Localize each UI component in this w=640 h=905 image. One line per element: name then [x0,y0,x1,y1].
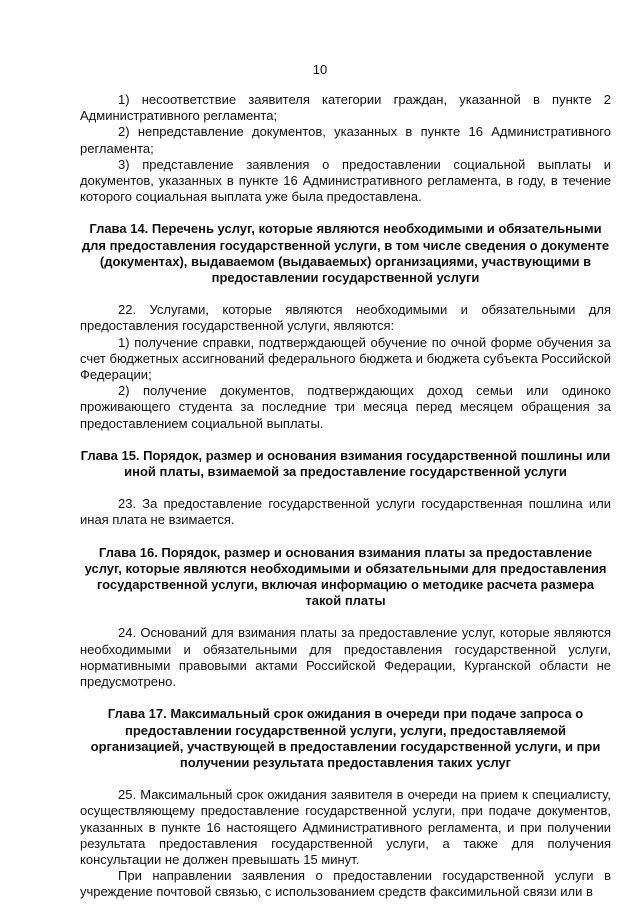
paragraph: 24. Оснований для взимания платы за предоставление услуг, которые являются необходимыми и обязательными для предоставления государственной услуги, нормативными правовыми актами Российской Федерации, Курганской области не предусмотрено. [80,625,611,690]
section-spacer [80,771,611,787]
chapter-heading: Глава 14. Перечень услуг, которые являются необходимыми и обязательными для предоставления государственной услуги, в том числе сведения о документе (документах), выдаваемом (выдаваемых) организациями, участвующими в предоставлении государственной услуги [81,221,610,286]
chapter-heading: Глава 17. Максимальный срок ожидания в очереди при подаче запроса о предоставлении государственной услуги, услуги, предоставляемой организацией, участвующей в предоставлении государственной услуги, и при получении результата предоставления таких услуг [90,706,601,770]
paragraph: При направлении заявления о предоставлении государственной услуги в учреждение почтовой связью, с использованием средств факсимильной связи или в [80,868,611,900]
chapter-heading: Глава 15. Порядок, размер и основания взимания государственной пошлины или иной платы, взимаемой за предоставление государственной услуги [80,447,611,480]
section-spacer [80,529,611,545]
section-spacer [80,609,611,625]
section-spacer [80,690,611,706]
paragraph: 1) получение справки, подтверждающей обучение по очной форме обучения за счет бюджетных ассигнований федерального бюджета и бюджета субъекта Российской Федерации; [80,334,611,383]
paragraph: 2) получение документов, подтверждающих доход семьи или одиноко проживающего студента за последние три месяца перед месяцем обращения за предоставлением социальной выплаты. [80,383,611,431]
section-spacer [80,286,611,302]
paragraph: 22. Услугами, которые являются необходимыми и обязательными для предоставления государственной услуги, являются: [80,302,611,334]
page-number: 10 [312,62,328,77]
document-body [80,92,611,901]
chapter-heading: Глава 16. Порядок, размер и основания взимания платы за предоставление услуг, которые являются необходимыми и обязательными для предоставления государственной услуги, включая информацию о методике расчета размера такой платы [84,544,607,609]
section-spacer [80,432,611,448]
paragraph: 2) непредставление документов, указанных в пункте 16 Административного регламента; [80,124,611,156]
section-spacer [80,205,611,221]
paragraph: 3) представление заявления о предоставлении социальной выплаты и документов, указанных в пункте 16 Административного регламента, в году, в течение которого социальная выплата уже была предоставлена. [80,156,611,205]
section-spacer [80,480,611,496]
paragraph: 25. Максимальный срок ожидания заявителя в очереди на прием к специалисту, осуществляющему предоставление государственной услуги, при подаче документов, указанных в пункте 16 настоящего Административного регламента, и при получении результата предоставления государственной услуги, а также для получения консультации не должен превышать 15 минут. [80,787,611,867]
paragraph: 23. За предоставление государственной услуги государственная пошлина или иная плата не взимается. [80,496,611,528]
paragraph: 1) несоответствие заявителя категории граждан, указанной в пункте 2 Административного регламента; [80,92,611,124]
